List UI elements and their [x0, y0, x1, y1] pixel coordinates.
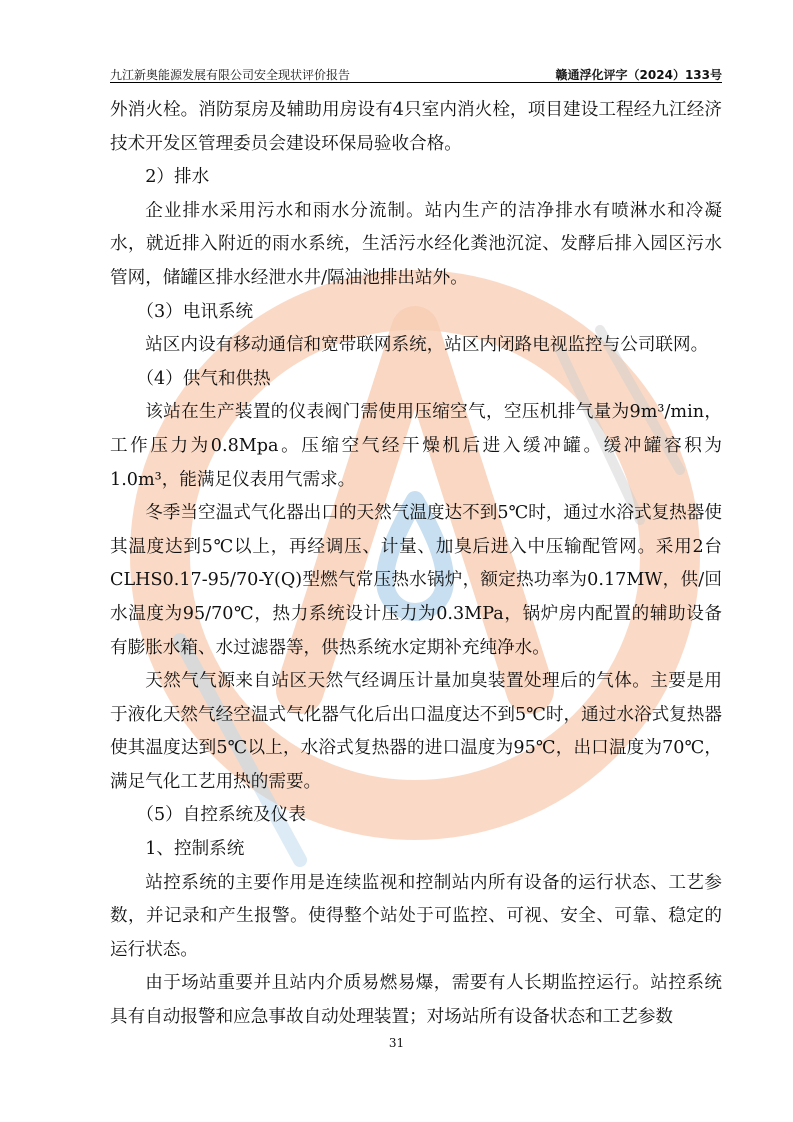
paragraph: 1、控制系统 — [145, 839, 245, 860]
document-body — [110, 94, 722, 1035]
paragraph: 由于场站重要并且站内介质易燃易爆，需要有人长期监控运行。站控系统具有自动报警和应急事故自动处理装置；对场站所有设备状态和工艺参数 — [110, 973, 722, 1028]
paragraph: 企业排水采用污水和雨水分流制。站内生产的洁净排水有喷淋水和冷凝水，就近排入附近的雨水系统，生活污水经化粪池沉淀、发酵后排入园区污水管网，储罐区排水经泄水井/隔油池排出站外。 — [110, 200, 722, 288]
paragraph: 冬季当空温式气化器出口的天然气温度达不到5℃时，通过水浴式复热器使其温度达到5℃以上，再经调压、计量、加臭后进入中压输配管网。采用2台CLHS0.17-95/70-Y(Q)型燃气常压热水锅炉，额定热功率为0.17MW，供/回水温度为95/70℃，热力系统设计压力为0.3MPa，锅炉房内配置的辅助设备有膨胀水箱、水过滤器等，供热系统水定期补充纯净水。 — [110, 503, 722, 658]
paragraph: 外消火栓。消防泵房及辅助用房设有4只室内消火栓，项目建设工程经九江经济技术开发区管理委员会建设环保局验收合格。 — [110, 100, 722, 154]
header-report-number: 赣通浮化评字（2024）133号 — [555, 68, 722, 82]
paragraph: 站区内设有移动通信和宽带联网系统，站区内闭路电视监控与公司联网。 — [145, 335, 709, 356]
paragraph: 站控系统的主要作用是连续监视和控制站内所有设备的运行状态、工艺参数，并记录和产生报警。使得整个站处于可监控、可视、安全、可靠、稳定的运行状态。 — [110, 872, 722, 960]
paragraph: （3）电讯系统 — [136, 301, 254, 322]
page-header — [110, 66, 722, 83]
paragraph: 该站在生产装置的仪表阀门需使用压缩空气，空压机排气量为9m³/min，工作压力为0.8Mpa。压缩空气经干燥机后进入缓冲罐。缓冲罐容积为1.0m³，能满足仪表用气需求。 — [110, 402, 722, 490]
paragraph: 天然气气源来自站区天然气经调压计量加臭装置处理后的气体。主要是用于液化天然气经空温式气化器气化后出口温度达不到5℃时，通过水浴式复热器使其温度达到5℃以上，水浴式复热器的进口温度为95℃，出口温度为70℃，满足气化工艺用热的需要。 — [110, 671, 722, 792]
paragraph: 2）排水 — [145, 167, 210, 188]
paragraph: （4）供气和供热 — [136, 368, 271, 389]
header-company-title: 九江新奥能源发展有限公司安全现状评价报告 — [110, 68, 351, 82]
paragraph: （5）自控系统及仪表 — [136, 805, 306, 826]
page-number: 31 — [388, 1036, 405, 1050]
